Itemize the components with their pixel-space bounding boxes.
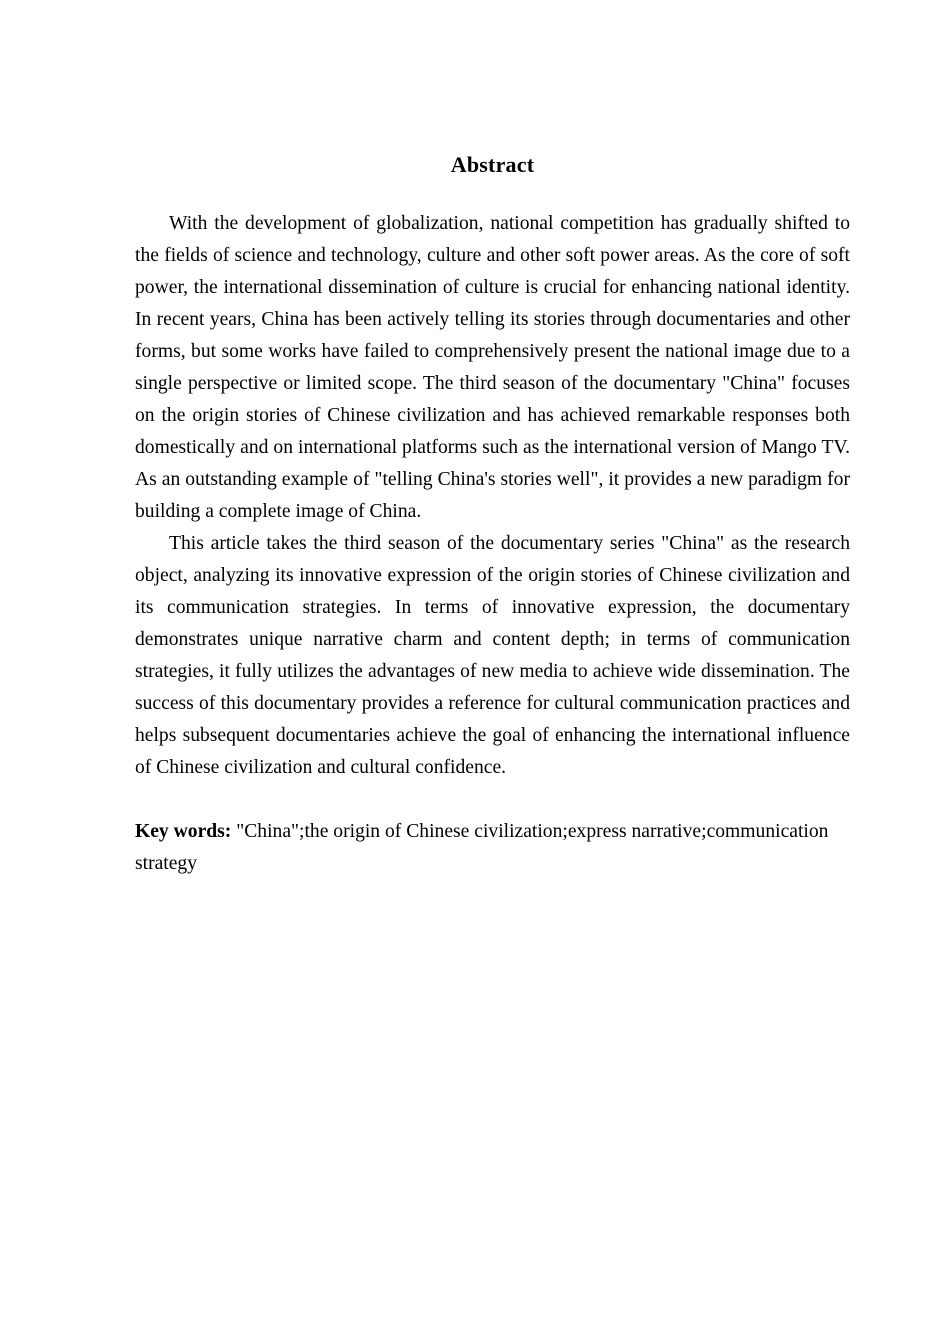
abstract-paragraph-1: With the development of globalization, national competition has gradually shifted to the fields of science and technology, culture and other soft power areas. As the core of soft power, the international dissemination of culture is crucial for enhancing national identity. In recent years, China has been actively telling its stories through documentaries and other forms, but some works have failed to comprehensively present the national image due to a single perspective or limited scope. The third season of the documentary "China" focuses on the origin stories of Chinese civilization and has achieved remarkable responses both domestically and on international platforms such as the international version of Mango TV. As an outstanding example of "telling China's stories well", it provides a new paradigm for building a complete image of China. [135,213,850,522]
keywords-value: "China";the origin of Chinese civilization;express narrative;communication strategy [135,821,829,874]
page-title: Abstract [450,152,535,177]
keywords-line [135,784,850,880]
abstract-body [135,180,850,880]
abstract-paragraph-2: This article takes the third season of the documentary series "China" as the research object, analyzing its innovative expression of the origin stories of Chinese civilization and its communication strategies. In terms of innovative expression, the documentary demonstrates unique narrative charm and content depth; in terms of communication strategies, it fully utilizes the advantages of new media to achieve wide dissemination. The success of this documentary provides a reference for cultural communication practices and helps subsequent documentaries achieve the goal of enhancing the international influence of Chinese civilization and cultural confidence. [135,533,850,778]
keywords-label: Key words: [135,821,232,842]
document-content [135,0,850,880]
